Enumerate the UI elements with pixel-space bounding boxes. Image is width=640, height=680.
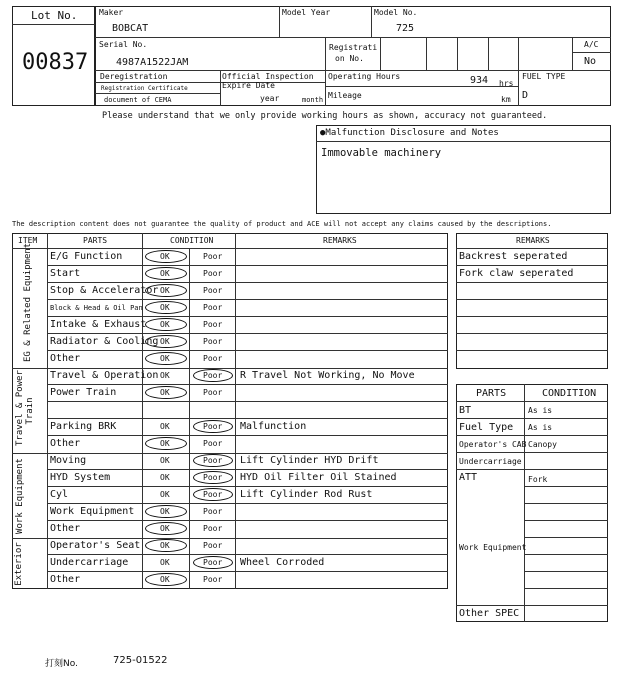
spec-part: Other SPEC bbox=[459, 608, 520, 619]
spec-header-parts: PARTS bbox=[476, 388, 507, 399]
ok-circle-mark bbox=[145, 505, 187, 518]
group-exterior: Exterior bbox=[14, 542, 24, 586]
ok-option: OK bbox=[160, 320, 170, 329]
hours-notice: Please understand that we only provide working hours as shown, accuracy not guaranteed. bbox=[102, 111, 548, 121]
ok-option: OK bbox=[160, 422, 170, 431]
fuel-type-label: FUEL TYPE bbox=[522, 72, 566, 81]
side-remark-line: Backrest seperated bbox=[459, 251, 568, 262]
lot-label: Lot No. bbox=[31, 9, 78, 22]
poor-circle-mark bbox=[193, 369, 233, 382]
hrs-label: hrs bbox=[499, 79, 514, 88]
ok-option: OK bbox=[160, 456, 170, 465]
ok-option: OK bbox=[160, 507, 170, 516]
ok-option: OK bbox=[160, 354, 170, 363]
ok-option: OK bbox=[160, 558, 170, 567]
ok-circle-mark bbox=[145, 437, 187, 450]
spec-condition: Fork bbox=[528, 475, 548, 484]
poor-option: Poor bbox=[203, 490, 223, 499]
ok-circle-mark bbox=[145, 573, 187, 586]
poor-option: Poor bbox=[203, 354, 223, 363]
group-work-equipment: Work Equipment bbox=[15, 458, 25, 534]
ac-value: No bbox=[584, 56, 597, 67]
registration-label-1: Registrati bbox=[329, 43, 378, 52]
part-name: Other bbox=[50, 438, 81, 449]
ac-label: A/C bbox=[584, 40, 599, 49]
month-label: month bbox=[302, 96, 324, 104]
part-name: Power Train bbox=[50, 387, 117, 398]
poor-option: Poor bbox=[203, 388, 223, 397]
poor-option: Poor bbox=[203, 422, 223, 431]
inspection-label-1: Official Inspection bbox=[222, 72, 314, 81]
malfunction-box bbox=[316, 125, 611, 214]
ok-option: OK bbox=[160, 473, 170, 482]
ok-option: OK bbox=[160, 388, 170, 397]
ok-circle-mark bbox=[145, 522, 187, 535]
part-name: E/G Function bbox=[50, 251, 123, 262]
ok-circle-mark bbox=[145, 284, 187, 297]
ok-option: OK bbox=[160, 575, 170, 584]
ok-option: OK bbox=[160, 337, 170, 346]
stamp-label: 打刻No. bbox=[45, 659, 78, 669]
group-travel-power-2: Train bbox=[25, 397, 35, 425]
part-name: Intake & Exhaust bbox=[50, 319, 147, 330]
header-condition: CONDITION bbox=[170, 236, 214, 245]
poor-circle-mark bbox=[193, 471, 233, 484]
remark-text: R Travel Not Working, No Move bbox=[240, 370, 415, 381]
remark-text: HYD Oil Filter Oil Stained bbox=[240, 472, 397, 483]
poor-circle-mark bbox=[193, 420, 233, 433]
spec-part: BT bbox=[459, 405, 472, 416]
poor-option: Poor bbox=[203, 575, 223, 584]
model-no-value: 725 bbox=[396, 23, 415, 34]
part-name: Other bbox=[50, 523, 81, 534]
poor-option: Poor bbox=[203, 252, 223, 261]
ok-circle-mark bbox=[145, 352, 187, 365]
model-year-label: Model Year bbox=[282, 8, 331, 17]
inspection-label-2: Expire Date bbox=[222, 81, 275, 90]
poor-option: Poor bbox=[203, 524, 223, 533]
malfunction-text: Immovable machinery bbox=[321, 147, 442, 159]
maker-value: BOBCAT bbox=[112, 23, 149, 34]
model-no-label: Model No. bbox=[374, 8, 418, 17]
part-name: Moving bbox=[50, 455, 87, 466]
part-name: Other bbox=[50, 574, 81, 585]
poor-option: Poor bbox=[203, 320, 223, 329]
part-name: Travel & Operation bbox=[50, 370, 159, 381]
registration-label-2: on No. bbox=[335, 54, 364, 63]
part-name: Radiator & Cooling bbox=[50, 336, 159, 347]
part-name: Stop & Accelerator bbox=[50, 285, 159, 296]
remark-text: Lift Cylinder HYD Drift bbox=[240, 455, 379, 466]
registration-certificate-label: Registration Certificate bbox=[101, 85, 188, 92]
year-label: year bbox=[260, 94, 280, 103]
spec-part: Undercarriage bbox=[459, 457, 522, 466]
part-name: HYD System bbox=[50, 472, 111, 483]
poor-option: Poor bbox=[203, 303, 223, 312]
ok-option: OK bbox=[160, 303, 170, 312]
ok-circle-mark bbox=[145, 250, 187, 263]
poor-option: Poor bbox=[203, 337, 223, 346]
spec-part: Operator's CAB bbox=[459, 440, 527, 449]
remark-text: Malfunction bbox=[240, 421, 307, 432]
part-name: Block & Head & Oil Pan bbox=[50, 304, 143, 312]
part-name: Parking BRK bbox=[50, 421, 117, 432]
poor-circle-mark bbox=[193, 454, 233, 467]
group-eg-related: EG & Related Equipment bbox=[23, 242, 33, 362]
operating-hours-label: Operating Hours bbox=[328, 72, 401, 81]
part-name: Operator's Seat bbox=[50, 540, 141, 551]
poor-option: Poor bbox=[203, 286, 223, 295]
poor-option: Poor bbox=[203, 507, 223, 516]
part-name: Work Equipment bbox=[50, 506, 135, 517]
km-label: km bbox=[501, 95, 511, 104]
stamp-number: 725-01522 bbox=[113, 655, 168, 666]
disclaimer: The description content does not guarantee the quality of product and ACE will not accept any claims caused by the descriptions. bbox=[12, 220, 552, 228]
deregistration-label: Deregistration bbox=[100, 72, 168, 81]
maker-label: Maker bbox=[99, 8, 124, 17]
side-remarks-header: REMARKS bbox=[516, 236, 550, 245]
poor-circle-mark bbox=[193, 556, 233, 569]
spec-part: Fuel Type bbox=[459, 422, 514, 433]
part-name: Other bbox=[50, 353, 81, 364]
header-remarks: REMARKS bbox=[323, 236, 357, 245]
serial-label: Serial No. bbox=[99, 40, 148, 49]
poor-option: Poor bbox=[203, 439, 223, 448]
fuel-type-value: D bbox=[522, 90, 529, 101]
ok-circle-mark bbox=[145, 318, 187, 331]
ok-option: OK bbox=[160, 490, 170, 499]
spec-part: ATT bbox=[459, 472, 478, 483]
spec-condition: As is bbox=[528, 406, 553, 415]
lot-number: 00837 bbox=[22, 50, 89, 75]
malfunction-title: ●Malfunction Disclosure and Notes bbox=[320, 128, 499, 138]
poor-option: Poor bbox=[203, 473, 223, 482]
poor-circle-mark bbox=[193, 488, 233, 501]
operating-hours-value: 934 bbox=[470, 75, 489, 86]
poor-option: Poor bbox=[203, 541, 223, 550]
spec-part: Work Equipment bbox=[459, 543, 527, 552]
remark-text: Wheel Corroded bbox=[240, 557, 325, 568]
poor-option: Poor bbox=[203, 558, 223, 567]
poor-option: Poor bbox=[203, 456, 223, 465]
poor-option: Poor bbox=[203, 269, 223, 278]
ok-option: OK bbox=[160, 252, 170, 261]
ok-circle-mark bbox=[145, 301, 187, 314]
part-name: Start bbox=[50, 268, 81, 279]
ok-circle-mark bbox=[145, 267, 187, 280]
group-travel-power-1: Travel & Power bbox=[15, 370, 25, 446]
spec-header-condition: CONDITION bbox=[542, 388, 597, 399]
ok-option: OK bbox=[160, 439, 170, 448]
ok-option: OK bbox=[160, 541, 170, 550]
serial-value: 4987A1522JAM bbox=[116, 57, 189, 68]
ok-option: OK bbox=[160, 286, 170, 295]
ok-option: OK bbox=[160, 524, 170, 533]
side-remark-line: Fork claw seperated bbox=[459, 268, 574, 279]
cema-document-label: document of CEMA bbox=[104, 96, 172, 104]
poor-option: Poor bbox=[203, 371, 223, 380]
header-item: ITEM bbox=[18, 236, 38, 245]
ok-circle-mark bbox=[145, 386, 187, 399]
spec-condition: Canopy bbox=[528, 440, 557, 449]
ok-circle-mark bbox=[145, 539, 187, 552]
part-name: Cyl bbox=[50, 489, 69, 500]
ok-option: OK bbox=[160, 269, 170, 278]
part-name: Undercarriage bbox=[50, 557, 129, 568]
ok-circle-mark bbox=[145, 335, 187, 348]
ok-option: OK bbox=[160, 371, 170, 380]
spec-condition: As is bbox=[528, 423, 553, 432]
header-parts: PARTS bbox=[83, 236, 108, 245]
mileage-label: Mileage bbox=[328, 91, 362, 100]
remark-text: Lift Cylinder Rod Rust bbox=[240, 489, 373, 500]
